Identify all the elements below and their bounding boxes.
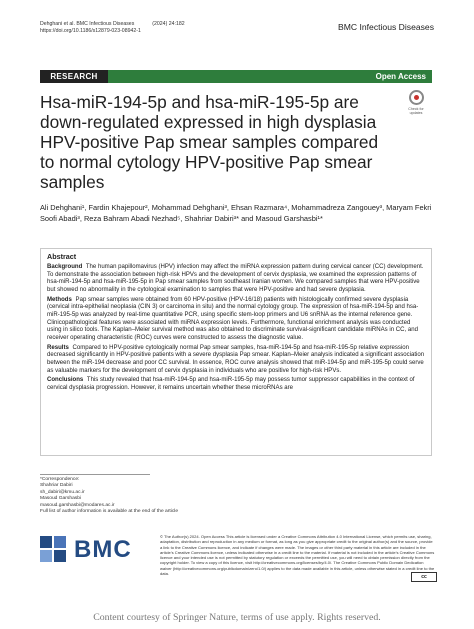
corresponding-email-1[interactable]: sh_dabiri@kmu.ac.ir (40, 489, 85, 495)
abstract-heading: Abstract (47, 252, 77, 261)
abstract-methods (47, 297, 425, 343)
background-label: Background (47, 264, 83, 270)
methods-label: Methods (47, 296, 72, 303)
check-updates-label: Check for updates (408, 107, 424, 116)
article-type-band (40, 70, 432, 83)
open-access-label: Open Access (375, 72, 426, 81)
methods-text: Pap smear samples were obtained from 60 HPV-positive (HPV-16/18) patients with histologically confirmed severe dysplasia (cervical intra-epithelial neoplasia (CIN 3) or carcinoma in situ) and the normal cytology group. The expression of hsa-miR-194-5p and hsa-miR-195-5p was analyzed by real-time quantitative PCR, using specific stem-loop primers and U6 snRNA as the internal reference gene. Clinicopathological features were associated with miRNA expression levels. Furthermore, functional enrichment analysis was conducted using in silico tools. The Kaplan–Meier survival method was also obtained to discriminate survival-significant candidate miRNAs in CC, and receiver operating characteristic (ROC) curves were constructed to assess the diagnostic value. (47, 296, 419, 341)
citation-volume: (2024) 24:182 (152, 21, 185, 27)
cc-license-badge[interactable]: cc (411, 572, 437, 582)
correspondence-divider (40, 474, 150, 475)
citation-journal: Dehghani et al. BMC Infectious Diseases (40, 21, 135, 27)
journal-name: BMC Infectious Diseases (338, 22, 434, 32)
research-label: RESEARCH (40, 70, 108, 83)
correspondence-block (40, 474, 178, 515)
footer-notice: Content courtesy of Springer Nature, terms of use apply. Rights reserved. (93, 612, 381, 623)
author-list: Ali Dehghani¹, Fardin Khajepour², Mohammad Dehghani³, Ehsan Razmara⁴, Mohammadreza Zangouey³, Maryam Fekri Soofi Abadi³, Reza Bahram Abadi Nezhad⁵, Shahriar Dabiri³* and Masoud Garshasbi¹* (40, 203, 432, 223)
abstract-conclusions (47, 377, 425, 392)
article-title: Hsa-miR-194-5p and hsa-miR-195-5p are down-regulated expressed in high dysplasia HPV-positive Pap smear samples compared to normal cytology HPV-positive Pap smear samples (40, 92, 379, 192)
doi-link[interactable]: https://doi.org/10.1186/s12879-023-08942-1 (40, 28, 141, 34)
bmc-logo-icon (40, 536, 68, 564)
corresponding-author-1: Shahriar Dabiri (40, 483, 73, 489)
author-info-note: Full list of author information is available at the end of the article (40, 509, 179, 515)
bmc-logo-text: BMC (74, 536, 132, 563)
check-updates-icon (409, 90, 424, 105)
results-text: Compared to HPV-positive cytologically normal Pap smear samples, hsa-miR-194-5p and hsa-miR-195-5p relative expression decreased significantly in HPV-positive patients with a severe dysplasia Pap smear. Kaplan–Meier analysis indicated a significant association between the miR-194 decrease and poor CC survival. In essence, ROC curve analysis showed that miR-194-5p and miR-195-5p could serve as valuable markers for the development of cervix dysplasia in individuals who are positive for high-risk HPVs. (47, 344, 425, 374)
corresponding-email-2[interactable]: masoud.garshasbi@modares.ac.ir (40, 502, 115, 508)
abstract-background (47, 264, 425, 294)
conclusions-text: This study revealed that hsa-miR-194-5p and hsa-miR-195-5p may possess tumor suppressor capabilities in the context of cervical dysplasia progression. However, it remains uncertain whether these microRNAs are (47, 377, 415, 392)
results-label: Results (47, 344, 69, 351)
citation-header (40, 21, 185, 35)
conclusions-label: Conclusions (47, 377, 84, 384)
correspondence-label: *Correspondence: (40, 477, 80, 482)
background-text: The human papillomavirus (HPV) infection may affect the miRNA expression pattern during cervical cancer (CC) development. To demonstrate the association between high-risk HPVs and the development of cervix dysplasia, we examined the expression patterns of hsa-miR-194-5p and hsa-miR-195-5p in Pap smear samples from southeast Iranian women. We compared samples that were HPV-positive but showed no abnormality in the cytological examination to samples that were HPV-positive and had severe dysplasia. (47, 264, 424, 293)
abstract-box (40, 248, 432, 456)
bmc-logo (40, 534, 135, 566)
corresponding-author-2: Masoud Garshasbi (40, 496, 82, 502)
abstract-results (47, 345, 425, 375)
license-text: © The Author(s) 2024. Open Access This article is licensed under a Creative Commons Attribution 4.0 International License, which permits use, sharing, adaptation, distribution and reproduction in any medium or format, as long as you give appropriate credit to the original author(s) and the source, provide a link to the Creative Commons licence, and indicate if changes were made. The images or other third party material in this article are included in the article’s Creative Commons licence, unless indicated otherwise in a credit line to the material. If material is not included in the article’s Creative Commons licence and your intended use is not permitted by statutory regulation or exceeds the permitted use, you will need to obtain permission directly from the copyright holder. To view a copy of this licence, visit http://creativecommons.org/licenses/by/4.0/. The Creative Commons Public Domain Dedication waiver (http://creativecommons.org/publicdomain/zero/1.0/) applies to the data made available in this article, unless otherwise stated in a credit line to the data. (160, 534, 435, 577)
check-for-updates-button[interactable] (403, 90, 429, 116)
